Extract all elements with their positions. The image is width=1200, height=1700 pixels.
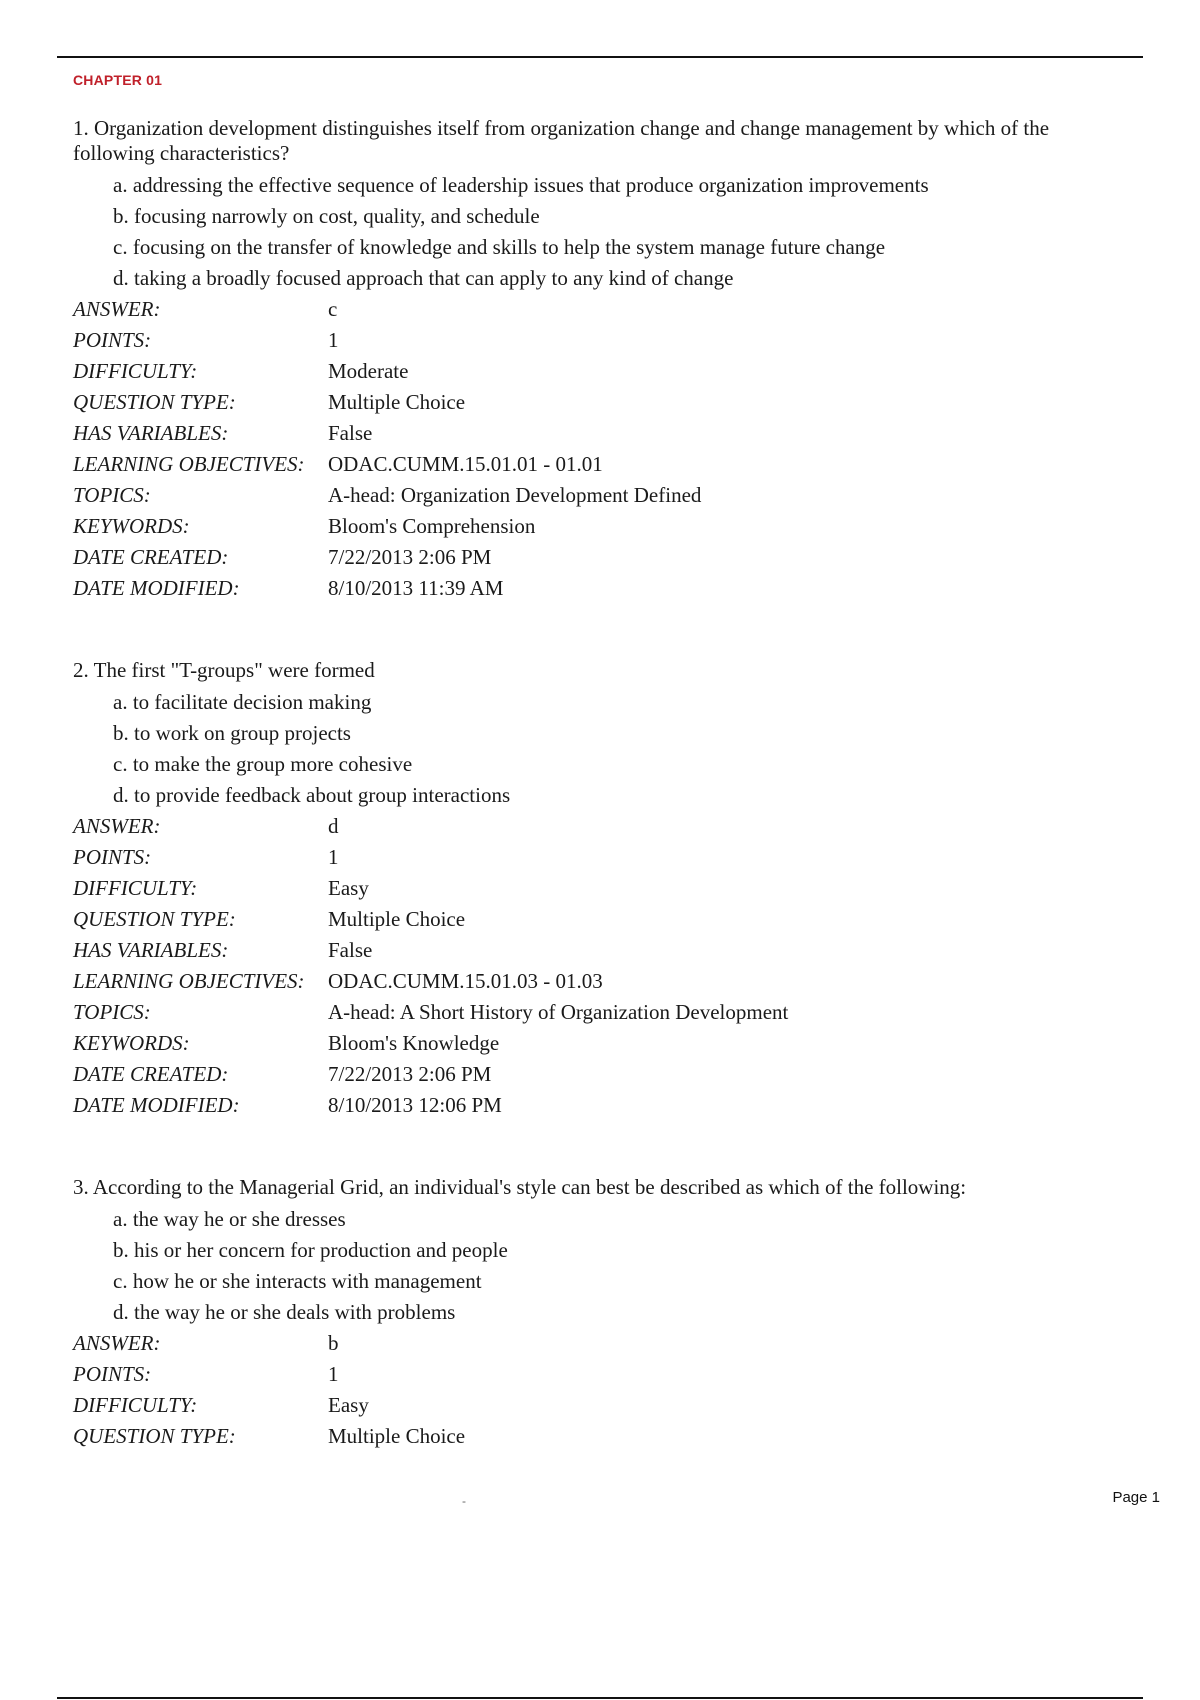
meta-topics xyxy=(73,480,1113,511)
option-a: a. addressing the effective sequence of leadership issues that produce organization improvements xyxy=(113,173,929,197)
meta-label: ANSWER: xyxy=(73,1331,161,1355)
meta-label: HAS VARIABLES: xyxy=(73,421,229,445)
option-a: a. to facilitate decision making xyxy=(113,690,372,714)
chapter-heading: CHAPTER 01 xyxy=(73,72,163,88)
meta-answer xyxy=(73,1328,1113,1359)
meta-value: 8/10/2013 11:39 AM xyxy=(328,576,504,600)
meta-value: Bloom's Comprehension xyxy=(328,514,536,538)
spacer xyxy=(73,604,1113,658)
meta-value: Bloom's Knowledge xyxy=(328,1031,500,1055)
top-rule xyxy=(57,56,1143,58)
meta-value: A-head: A Short History of Organization Development xyxy=(328,1000,789,1024)
meta-difficulty xyxy=(73,1390,1113,1421)
meta-value: Multiple Choice xyxy=(328,1424,466,1448)
meta-label: QUESTION TYPE: xyxy=(73,907,236,931)
meta-question-type xyxy=(73,387,1113,418)
meta-learning-objectives xyxy=(73,449,1113,480)
question-text: 3. According to the Managerial Grid, an individual's style can best be described as which of the following: xyxy=(73,1175,967,1199)
meta-answer xyxy=(73,294,1113,325)
meta-points xyxy=(73,842,1113,873)
meta-label: KEYWORDS: xyxy=(73,1031,190,1055)
option-a: a. the way he or she dresses xyxy=(113,1207,346,1231)
meta-label: DIFFICULTY: xyxy=(73,876,198,900)
meta-value: Easy xyxy=(328,876,369,900)
meta-date-created xyxy=(73,1059,1113,1090)
meta-learning-objectives xyxy=(73,966,1113,997)
meta-label: DIFFICULTY: xyxy=(73,359,198,383)
stray-mark: - xyxy=(462,1494,466,1508)
meta-question-type xyxy=(73,1421,1113,1452)
meta-label: LEARNING OBJECTIVES: xyxy=(73,969,305,993)
question-1 xyxy=(73,116,1113,604)
meta-has-variables xyxy=(73,935,1113,966)
option-c: c. how he or she interacts with management xyxy=(113,1269,482,1293)
meta-value: False xyxy=(328,938,373,962)
meta-label: QUESTION TYPE: xyxy=(73,390,236,414)
meta-label: QUESTION TYPE: xyxy=(73,1424,236,1448)
option-b: b. focusing narrowly on cost, quality, and schedule xyxy=(113,204,540,228)
meta-label: DATE MODIFIED: xyxy=(73,576,240,600)
option-d: d. the way he or she deals with problems xyxy=(113,1300,456,1324)
option-b: b. to work on group projects xyxy=(113,721,351,745)
meta-label: POINTS: xyxy=(73,845,152,869)
meta-value: Moderate xyxy=(328,359,409,383)
option-c: c. focusing on the transfer of knowledge and skills to help the system manage future change xyxy=(113,235,886,259)
meta-label: DATE CREATED: xyxy=(73,545,229,569)
meta-value: 1 xyxy=(328,1362,339,1386)
meta-keywords xyxy=(73,1028,1113,1059)
meta-value: 1 xyxy=(328,328,339,352)
meta-answer xyxy=(73,811,1113,842)
option-d: d. taking a broadly focused approach that can apply to any kind of change xyxy=(113,266,734,290)
meta-difficulty xyxy=(73,356,1113,387)
meta-value: False xyxy=(328,421,373,445)
meta-value: 8/10/2013 12:06 PM xyxy=(328,1093,502,1117)
meta-value: Multiple Choice xyxy=(328,907,466,931)
meta-topics xyxy=(73,997,1113,1028)
page-number: Page 1 xyxy=(1112,1489,1160,1506)
question-3 xyxy=(73,1175,1113,1452)
meta-label: ANSWER: xyxy=(73,297,161,321)
meta-label: DIFFICULTY: xyxy=(73,1393,198,1417)
meta-label: TOPICS: xyxy=(73,483,151,507)
meta-label: ANSWER: xyxy=(73,814,161,838)
spacer xyxy=(73,1121,1113,1175)
question-list xyxy=(73,116,1113,1452)
meta-date-modified xyxy=(73,1090,1113,1121)
meta-label: POINTS: xyxy=(73,1362,152,1386)
question-text: 2. The first "T-groups" were formed xyxy=(73,658,375,682)
meta-keywords xyxy=(73,511,1113,542)
meta-date-modified xyxy=(73,573,1113,604)
meta-points xyxy=(73,325,1113,356)
meta-label: KEYWORDS: xyxy=(73,514,190,538)
meta-label: DATE MODIFIED: xyxy=(73,1093,240,1117)
meta-label: TOPICS: xyxy=(73,1000,151,1024)
bottom-rule xyxy=(57,1697,1143,1699)
meta-value: ODAC.CUMM.15.01.01 - 01.01 xyxy=(328,452,603,476)
question-2 xyxy=(73,658,1113,1121)
meta-question-type xyxy=(73,904,1113,935)
question-text: 1. Organization development distinguishes itself from organization change and change management by which of the following characteristics? xyxy=(73,116,1050,165)
option-b: b. his or her concern for production and people xyxy=(113,1238,508,1262)
meta-difficulty xyxy=(73,873,1113,904)
meta-has-variables xyxy=(73,418,1113,449)
meta-label: LEARNING OBJECTIVES: xyxy=(73,452,305,476)
meta-label: POINTS: xyxy=(73,328,152,352)
option-c: c. to make the group more cohesive xyxy=(113,752,413,776)
meta-points xyxy=(73,1359,1113,1390)
meta-value: b xyxy=(328,1331,339,1355)
meta-value: ODAC.CUMM.15.01.03 - 01.03 xyxy=(328,969,603,993)
meta-label: DATE CREATED: xyxy=(73,1062,229,1086)
meta-value: c xyxy=(328,297,338,321)
meta-label: HAS VARIABLES: xyxy=(73,938,229,962)
option-d: d. to provide feedback about group interactions xyxy=(113,783,511,807)
meta-value: d xyxy=(328,814,339,838)
meta-value: 7/22/2013 2:06 PM xyxy=(328,545,492,569)
meta-value: 7/22/2013 2:06 PM xyxy=(328,1062,492,1086)
meta-value: Easy xyxy=(328,1393,369,1417)
meta-value: Multiple Choice xyxy=(328,390,466,414)
meta-date-created xyxy=(73,542,1113,573)
meta-value: 1 xyxy=(328,845,339,869)
meta-value: A-head: Organization Development Defined xyxy=(328,483,702,507)
